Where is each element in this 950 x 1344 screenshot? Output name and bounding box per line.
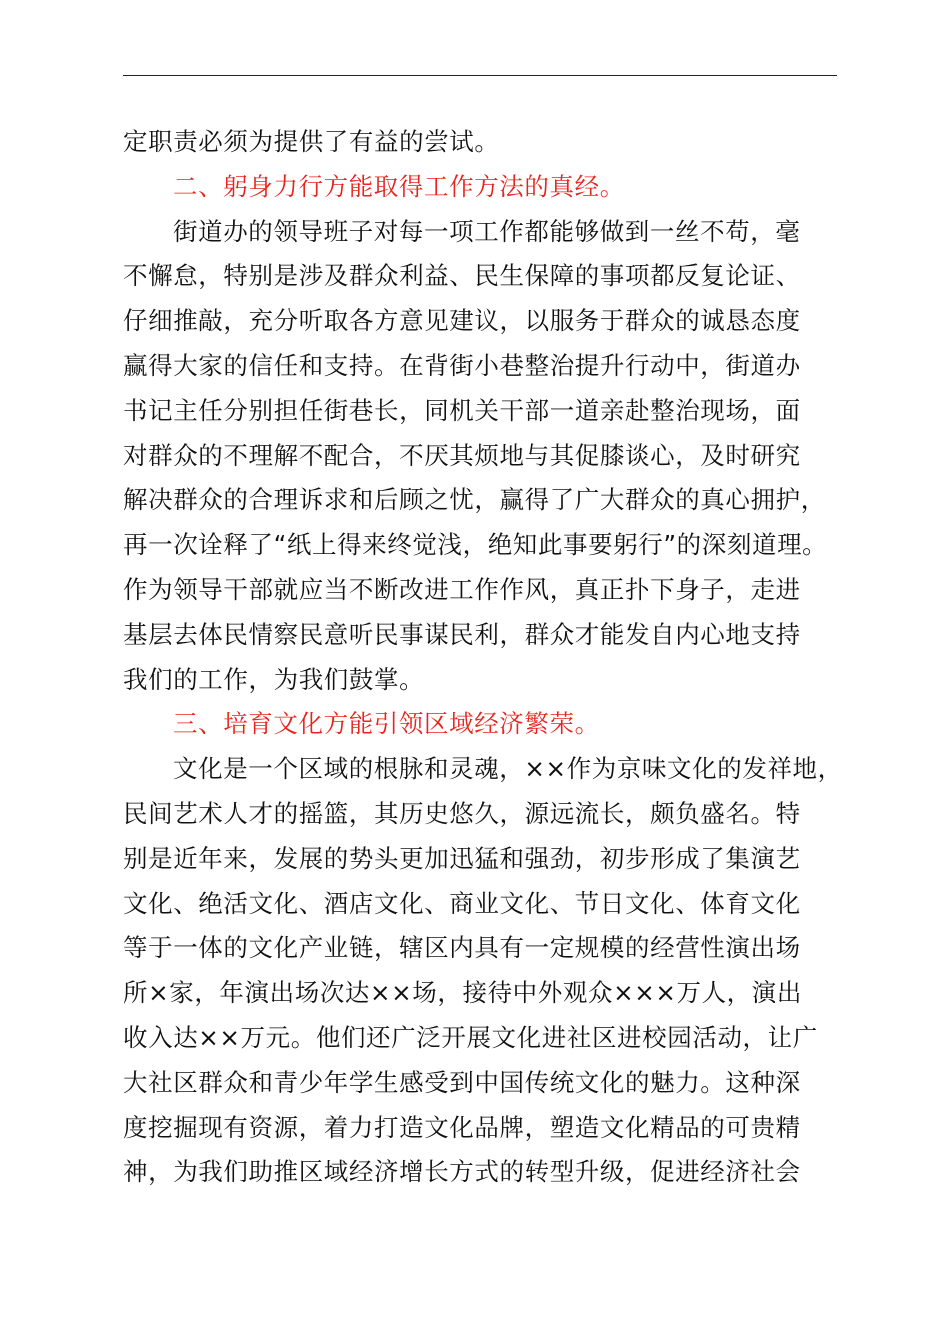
section-heading-2: 二、躬身力行方能取得工作方法的真经。	[173, 171, 625, 201]
paragraph-line: 基层去体民情察民意听民事谋民利，群众才能发自内心地支持	[123, 619, 801, 649]
paragraph-line: 文化是一个区域的根脉和灵魂，××作为京味文化的发祥地，	[173, 754, 843, 784]
header-rule	[123, 75, 837, 76]
paragraph-line: 对群众的不理解不配合，不厌其烦地与其促膝谈心，及时研究	[123, 440, 801, 470]
paragraph-line: 解决群众的合理诉求和后顾之忧，赢得了广大群众的真心拥护，	[123, 485, 826, 515]
paragraph-line: 赢得大家的信任和支持。在背街小巷整治提升行动中，街道办	[123, 350, 801, 380]
paragraph-line: 街道办的领导班子对每一项工作都能够做到一丝不苟，毫	[173, 216, 801, 246]
paragraph-line: 收入达××万元。他们还广泛开展文化进社区进校园活动，让广	[123, 1022, 818, 1052]
section-heading-3: 三、培育文化方能引领区域经济繁荣。	[173, 709, 600, 739]
paragraph-line: 度挖掘现有资源，着力打造文化品牌，塑造文化精品的可贵精	[123, 1112, 801, 1142]
paragraph-line: 定职责必须为提供了有益的尝试。	[123, 127, 500, 156]
paragraph-line: 仔细推敲，充分听取各方意见建议，以服务于群众的诚恳态度	[123, 306, 801, 336]
paragraph-line: 书记主任分别担任街巷长，同机关干部一道亲赴整治现场，面	[123, 395, 801, 425]
paragraph-line: 作为领导干部就应当不断改进工作作风，真正扑下身子，走进	[123, 574, 801, 604]
paragraph-line: 文化、绝活文化、酒店文化、商业文化、节日文化、体育文化	[123, 888, 801, 918]
paragraph-line: 神，为我们助推区域经济增长方式的转型升级，促进经济社会	[123, 1157, 801, 1187]
paragraph-line: 民间艺术人才的摇篮，其历史悠久，源远流长，颇负盛名。特	[123, 798, 801, 828]
paragraph-line: 我们的工作，为我们鼓掌。	[123, 664, 425, 694]
paragraph-line: 等于一体的文化产业链，辖区内具有一定规模的经营性演出场	[123, 933, 801, 963]
paragraph-line: 大社区群众和青少年学生感受到中国传统文化的魅力。这种深	[123, 1067, 801, 1097]
paragraph-line: 所×家，年演出场次达××场，接待中外观众×××万人，演出	[123, 978, 802, 1008]
paragraph-line: 不懈怠，特别是涉及群众利益、民生保障的事项都反复论证、	[123, 261, 801, 291]
document-body	[123, 120, 843, 1195]
paragraph-line: 再一次诠释了“纸上得来终觉浅，绝知此事要躬行”的深刻道理。	[123, 530, 828, 560]
paragraph-line: 别是近年来，发展的势头更加迅猛和强劲，初步形成了集演艺	[123, 843, 801, 873]
